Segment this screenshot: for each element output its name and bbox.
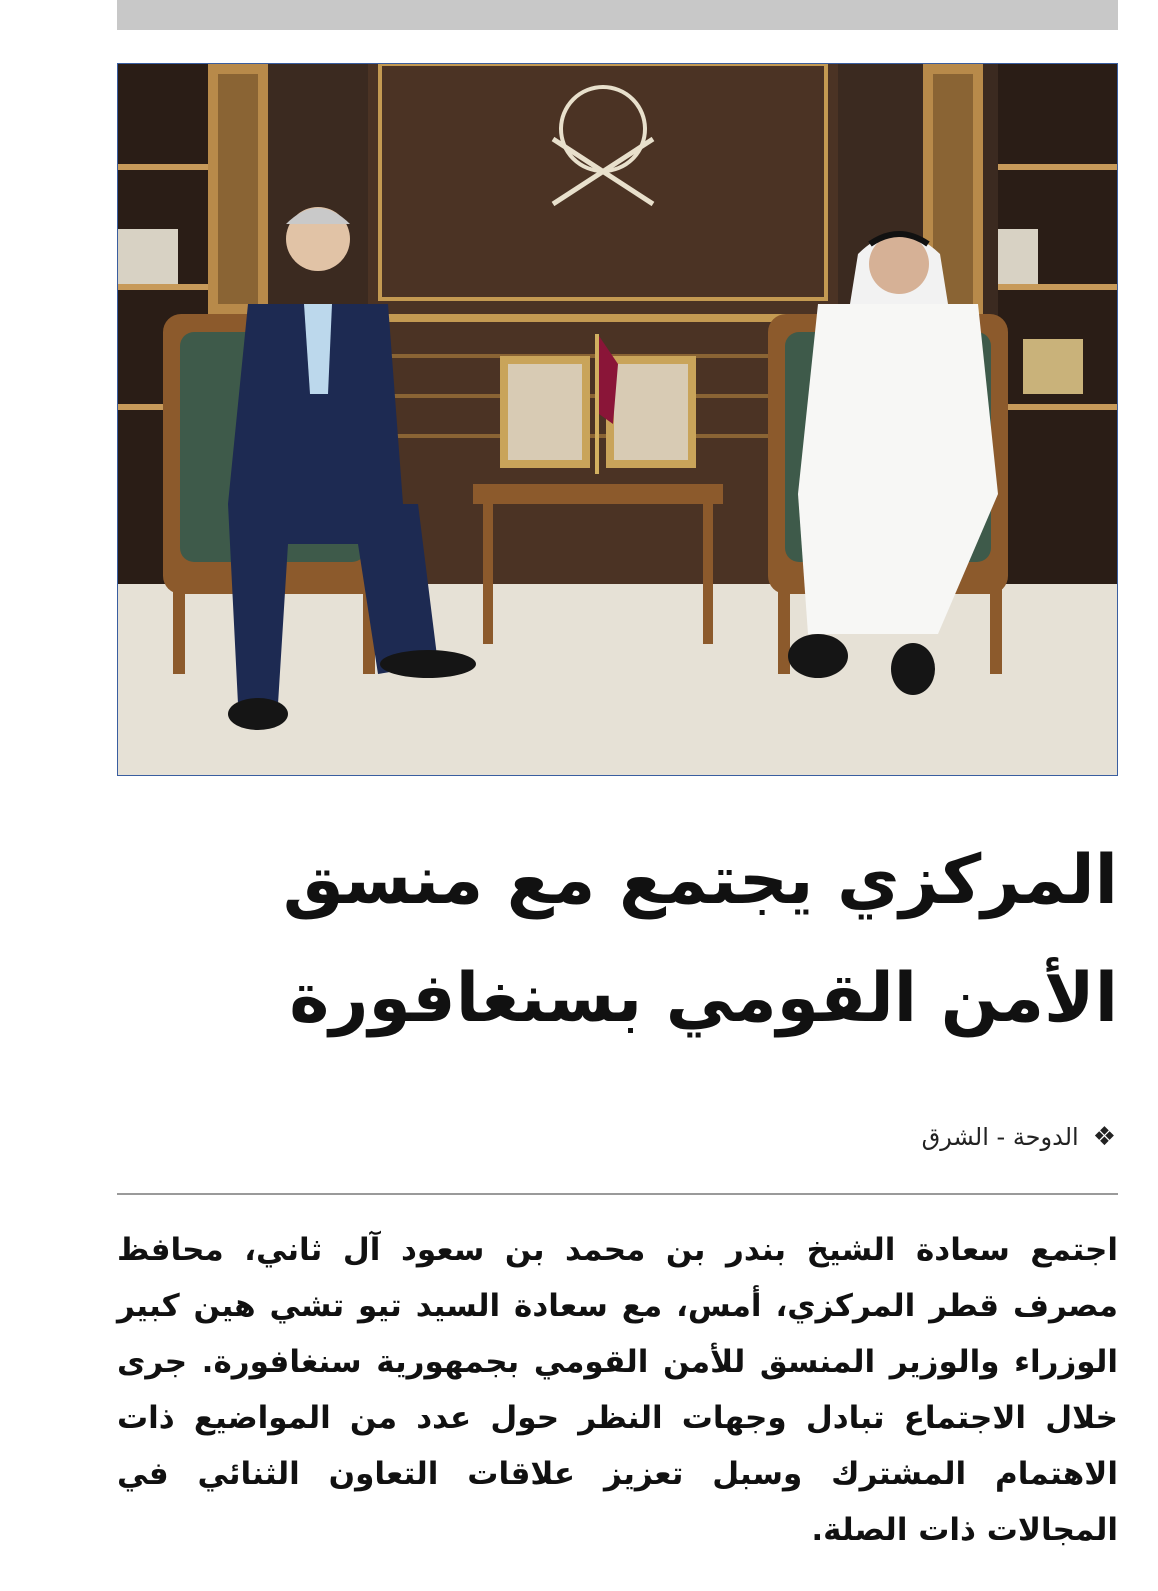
news-photo (117, 63, 1118, 776)
byline-text: الدوحة - الشرق (921, 1123, 1079, 1151)
article-body: اجتمع سعادة الشيخ بندر بن محمد بن سعود آل ثاني، محافظ مصرف قطر المركزي، أمس، مع سعادة السيد تيو تشي هين كبير الوزراء والوزير المنسق للأمن القومي بجمهورية سنغافورة. جرى خلال الاجتماع تبادل وجهات النظر حول عدد من المواضيع ذات الاهتمام المشترك وسبل تعزيز علاقات التعاون الثنائي في المجالات ذات الصلة. (117, 1232, 1118, 1548)
diamond-bullet-icon: ❖ (1092, 1122, 1116, 1152)
top-header-bar (117, 0, 1118, 30)
byline (922, 1122, 1116, 1152)
headline: المركزي يجتمع مع منسق الأمن القومي بسنغافورة (282, 841, 1118, 1038)
divider (117, 1193, 1118, 1195)
